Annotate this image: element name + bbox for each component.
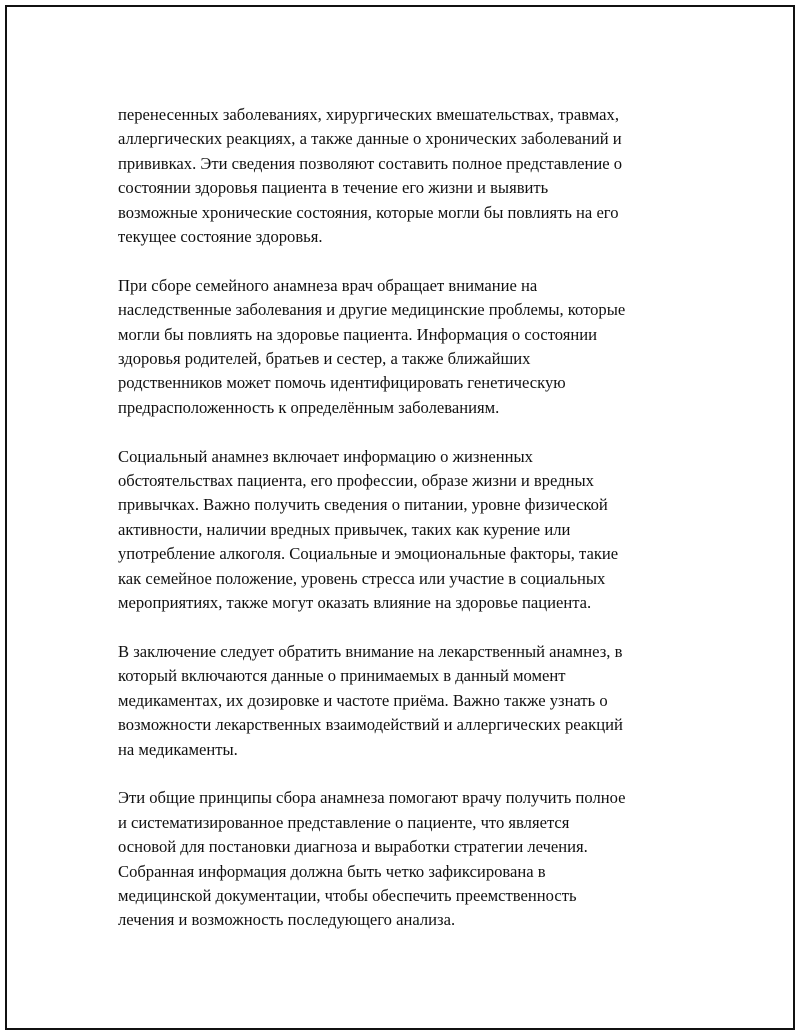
text-line: Собранная информация должна быть четко зафиксирована в	[118, 861, 546, 881]
text-line: который включаются данные о принимаемых в данный момент	[118, 666, 566, 686]
text-line: Эти общие принципы сбора анамнеза помогают врачу получить полное	[118, 788, 626, 808]
paragraph-social-history	[118, 445, 703, 616]
text-line: аллергических реакциях, а также данные о хронических заболеваний и	[118, 129, 622, 149]
paragraph-conclusion	[118, 786, 703, 932]
text-line: как семейное положение, уровень стресса или участие в социальных	[118, 568, 606, 588]
text-line: и систематизированное представление о пациенте, что является	[118, 812, 570, 832]
text-line: на медикаменты.	[118, 739, 238, 759]
text-line: могли бы повлиять на здоровье пациента. Информация о состоянии	[118, 324, 598, 344]
text-line: употребление алкоголя. Социальные и эмоциональные факторы, такие	[118, 544, 619, 564]
text-line: состоянии здоровья пациента в течение его жизни и выявить	[118, 178, 549, 198]
text-line: привычках. Важно получить сведения о питании, уровне физической	[118, 495, 608, 515]
paragraph-family-history	[118, 274, 703, 420]
text-line: наследственные заболевания и другие медицинские проблемы, которые	[118, 300, 626, 320]
text-line: прививках. Эти сведения позволяют составить полное представление о	[118, 153, 623, 173]
text-line: основой для постановки диагноза и выработки стратегии лечения.	[118, 837, 588, 857]
text-line: медицинской документации, чтобы обеспечить преемственность	[118, 885, 577, 905]
text-line: активности, наличии вредных привычек, таких как курение или	[118, 519, 571, 539]
text-line: медикаментах, их дозировке и частоте приёма. Важно также узнать о	[118, 690, 608, 710]
document-body	[118, 103, 703, 957]
text-line: здоровья родителей, братьев и сестер, а также ближайших	[118, 349, 531, 369]
text-line: обстоятельствах пациента, его профессии, образе жизни и вредных	[118, 471, 594, 491]
text-line: перенесенных заболеваниях, хирургических вмешательствах, травмах,	[118, 105, 619, 124]
text-line: возможные хронические состояния, которые могли бы повлиять на его	[118, 202, 619, 222]
page-frame	[5, 5, 795, 1030]
text-line: предрасположенность к определённым заболеваниям.	[118, 397, 500, 417]
text-line: текущее состояние здоровья.	[118, 227, 323, 247]
text-line: При сборе семейного анамнеза врач обращает внимание на	[118, 275, 538, 295]
paragraph-medication-history	[118, 640, 703, 762]
text-line: В заключение следует обратить внимание на лекарственный анамнез, в	[118, 641, 623, 661]
paragraph-past-history	[118, 103, 703, 249]
text-line: лечения и возможность последующего анализа.	[118, 910, 456, 930]
text-line: родственников может помочь идентифицировать генетическую	[118, 373, 566, 393]
text-line: мероприятиях, также могут оказать влияние на здоровье пациента.	[118, 593, 592, 613]
text-line: Социальный анамнез включает информацию о жизненных	[118, 446, 533, 466]
text-line: возможности лекарственных взаимодействий и аллергических реакций	[118, 715, 623, 735]
